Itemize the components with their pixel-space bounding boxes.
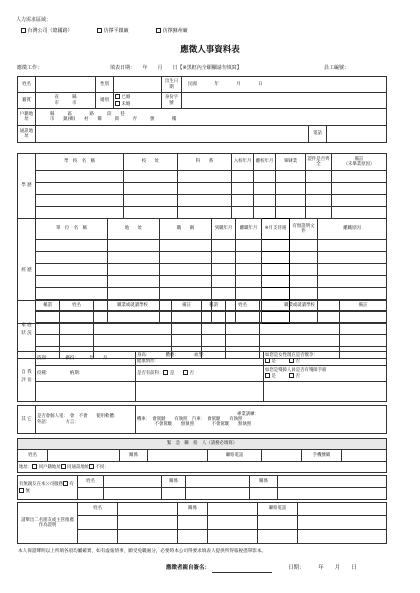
signature-label: 應徵者親自簽名： — [166, 565, 211, 571]
education-side-label: 學 歷 — [18, 154, 36, 219]
option-suzhou[interactable]: 仿擇蘇州廠 — [156, 28, 188, 34]
emg-relation-label: 關係 — [120, 450, 148, 462]
self-eval-table — [17, 351, 387, 402]
checkbox-icon[interactable] — [21, 28, 26, 33]
female-field[interactable]: 如您是女性現在是否懷孕： 是 否 — [264, 352, 387, 366]
checkbox-icon[interactable] — [115, 101, 120, 106]
basic-info-table — [17, 76, 387, 143]
disabled-field[interactable]: 如您是殘障人員是否有殘障手冊 是 否 — [264, 366, 387, 382]
checkbox-icon[interactable] — [289, 358, 294, 363]
checkbox-icon[interactable] — [19, 488, 24, 493]
rel-relation-label: 關係 — [162, 476, 186, 488]
experience-side-label: 經 歷 — [18, 219, 36, 324]
exp-col-start: 到職年月 — [212, 219, 236, 240]
option-taiwan[interactable]: 台灣公司（總國路） — [21, 28, 73, 34]
birth-field[interactable]: 民國 年 月 日 — [182, 77, 387, 93]
name-label: 姓名 — [18, 77, 36, 93]
region-options — [21, 28, 188, 35]
height-field[interactable]: 身高： 體重： 血型： 健康情形： — [136, 352, 264, 366]
checkbox-icon[interactable] — [163, 370, 168, 375]
id-field[interactable] — [182, 93, 387, 109]
gender-label: 性別 — [96, 77, 114, 93]
edu-col-school: 學 校 名 稱 — [36, 154, 124, 171]
emg-phone-field[interactable] — [262, 450, 302, 462]
checkbox-icon[interactable] — [97, 28, 102, 33]
emg-address-field[interactable]: 地址： 同戶籍地址 同通訊地址 不同： — [18, 462, 387, 473]
machine-field[interactable]: 專業訓練： 機車： 會駕駛 有執照 汽車： 會駕駛 有執照 不會駕駛 無執照 不會駕駛 無執照 — [136, 406, 387, 434]
checkbox-icon[interactable] — [156, 28, 161, 33]
emg-mobile-label: 手機號碼 — [302, 450, 342, 462]
household-label: 戶籍地址 — [18, 109, 36, 126]
checkbox-icon[interactable] — [265, 358, 270, 363]
fam-col-name: 姓名 — [60, 301, 94, 311]
exp-col-address: 地 址 — [108, 219, 160, 240]
checkbox-icon[interactable] — [63, 481, 68, 486]
marital-options[interactable]: 已婚 未婚 — [114, 93, 162, 109]
fam-col-note-2: 備註 — [340, 301, 387, 311]
native-label: 籍貫 — [18, 93, 36, 109]
ref-relation-label: 關係 — [178, 503, 208, 516]
blood-field[interactable]: 技別： 攝役： 年 月 — [36, 352, 136, 366]
checkbox-icon[interactable] — [183, 370, 188, 375]
checkbox-icon[interactable] — [89, 464, 94, 469]
exp-col-title: 職 稱 — [160, 219, 212, 240]
ref-phone-label: 聯絡電話 — [258, 503, 298, 516]
relatives-table — [17, 475, 387, 500]
option-pingzhen[interactable]: 仿擇平鎮廠 — [97, 28, 129, 34]
edu-col-enter: 入校年月 — [232, 154, 254, 171]
emg-mobile-field[interactable] — [342, 450, 387, 462]
fam-col-job-2: 職業或就讀學校 — [260, 301, 340, 311]
fam-col-job: 職業或就讀學校 — [94, 301, 172, 311]
rel-name-label: 姓名 — [78, 476, 104, 488]
gender-field[interactable] — [114, 77, 162, 93]
contact-field[interactable] — [36, 126, 309, 143]
checkbox-icon[interactable] — [61, 464, 66, 469]
edu-col-cert: 證件是否齊全 — [306, 154, 332, 171]
emg-name-field[interactable] — [48, 450, 120, 462]
birth-label: 出生日期 — [162, 77, 182, 93]
fam-col-relation: 稱謂 — [36, 301, 60, 311]
ref-name-label: 姓名 — [78, 503, 118, 516]
retire-field[interactable]: 役種： 納期： — [36, 366, 136, 382]
edu-col-major: 科 系 — [178, 154, 232, 171]
rel-relation-label-2: 關係 — [250, 476, 278, 488]
household-field[interactable]: 縣 區 路 段 巷 市 鎮(鄉) 村 鄰 街 弄 號 樓 — [36, 109, 387, 126]
name-field[interactable] — [36, 77, 96, 93]
sign-date-label: 日期： 年 月 日 — [288, 565, 357, 571]
fill-date-label: 填表日期： 年 月 日【※黑框內全願欄請勿填寫】 — [110, 65, 242, 71]
emg-phone-label: 聯絡電話 — [208, 450, 262, 462]
edu-col-note: 備註 （未畢業原因） — [332, 154, 387, 171]
edu-col-leave: 離校年月 — [254, 154, 276, 171]
form-title: 應徵人事資料表 — [180, 45, 240, 55]
emg-name-label: 姓名 — [18, 450, 48, 462]
declaration-text: 本人保證聲明以上所填各項均屬確實，如有虛報情事，願受免職處分，必要時本公司得要求填表人提供所得報稅憑單影本。 — [18, 549, 267, 554]
id-label: 身份字號 — [162, 93, 182, 109]
family-side-label: 家 庭 狀 況 — [18, 301, 36, 359]
relatives-label: 有無親友在本公司服務 有 無 — [18, 476, 78, 500]
self-eval-side-label: 自 我 評 估 — [18, 352, 36, 402]
education-table — [17, 153, 387, 219]
computer-field[interactable]: 是否會個人電： 會 不會 使用軟體： 外語： 方言： — [36, 406, 136, 434]
emg-relation-field[interactable] — [148, 450, 208, 462]
references-table — [17, 502, 387, 544]
fam-col-note: 備註 — [172, 301, 202, 311]
emergency-table — [17, 438, 387, 473]
exp-col-proof: 有無證明文件 — [290, 219, 318, 240]
refs-label: 請舉出二名朋友或主管推薦作為證明 — [18, 503, 78, 544]
emergency-title: 緊 急 聯 絡 人（請務必填寫） — [18, 439, 387, 450]
exp-col-reason: 離職原因 — [318, 219, 387, 240]
checkbox-icon[interactable] — [32, 464, 37, 469]
apply-job-label: 應徵工作： — [17, 65, 43, 71]
contact-label: 通訊地址 — [18, 126, 36, 143]
region-label: 人力需求區域： — [16, 17, 52, 23]
exp-col-company: 單 位 名 稱 — [36, 219, 108, 240]
skills-side-label: 其 它 — [18, 406, 36, 434]
fam-col-name-2: 姓名 — [226, 301, 260, 311]
edu-col-address: 校 址 — [124, 154, 178, 171]
skills-table — [17, 405, 387, 434]
edu-col-graduate: 畢肄業 — [276, 154, 306, 171]
native-field[interactable]: 省 縣 市 市 — [36, 93, 96, 109]
checkbox-icon[interactable] — [289, 373, 294, 378]
cert-field[interactable]: 是否有前科： 是 否 — [136, 366, 264, 382]
phone-field[interactable] — [326, 126, 386, 143]
signature-line[interactable] — [212, 572, 272, 573]
checkbox-icon[interactable] — [115, 94, 120, 99]
marital-label: 婚別 — [96, 93, 114, 109]
phone-label: 電話 — [308, 126, 326, 143]
checkbox-icon[interactable] — [265, 373, 270, 378]
employee-no-label: 員工編號： — [324, 65, 350, 71]
exp-col-salary: ※月支待遇 — [262, 219, 290, 240]
fam-col-relation-2: 稱謂 — [202, 301, 226, 311]
exp-col-end: 離職年月 — [236, 219, 262, 240]
